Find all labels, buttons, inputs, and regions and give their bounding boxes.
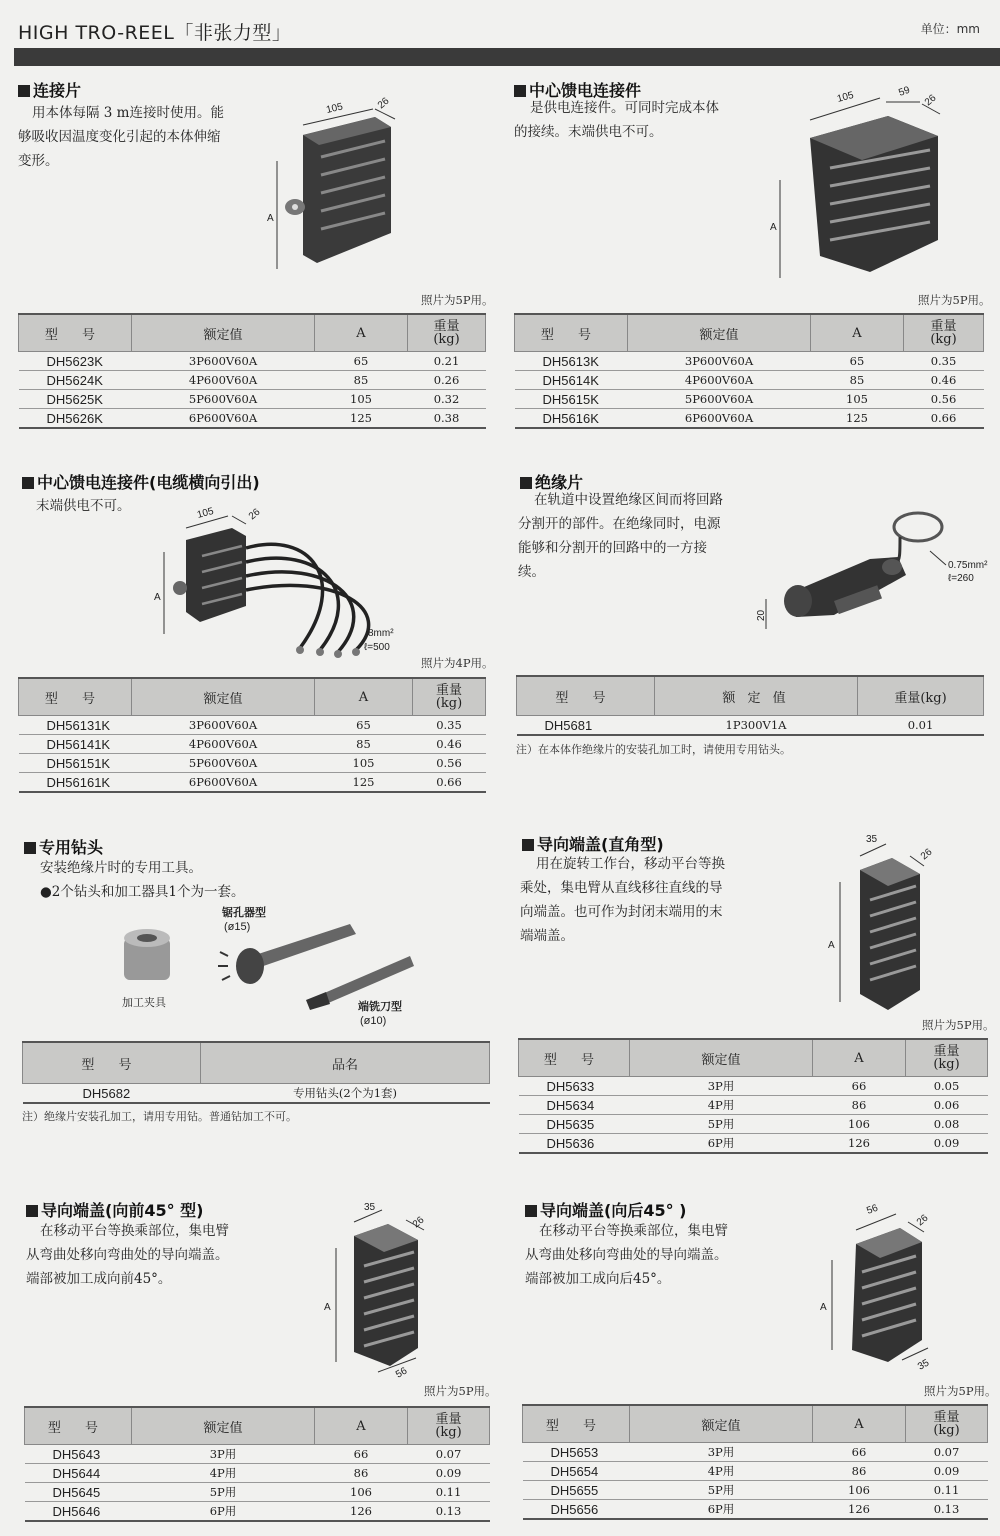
cell: 0.09 [408,1464,490,1483]
photo-caption: 照片为5P用。 [924,1384,997,1398]
dim-label: 26 [246,506,263,523]
cell: 105 [315,754,413,773]
dim-label: 56 [394,1365,410,1381]
table-row [19,371,486,390]
spec-table-guide-cap-right [518,1038,988,1154]
desc-line: 分割开的部件。在绝缘同时，电源 [518,516,721,532]
cell: 85 [811,371,904,390]
cell: 3P600V60A [132,716,315,735]
cell: 0.13 [906,1500,988,1520]
cell: DH56141K [19,735,132,754]
dim-label: 26 [918,846,935,863]
col-header: 额定值 [630,1039,813,1077]
cell: 0.07 [408,1445,490,1464]
cell: DH56151K [19,754,132,773]
dim-label: 26 [922,92,939,109]
desc-line: 从弯曲处移向弯曲处的导向端盖。 [525,1247,728,1263]
col-header: 型 号 [515,314,628,352]
insulator-illustration [750,505,990,640]
cell: DH5646 [25,1502,132,1522]
table-row [523,1443,988,1462]
section-title-text: 专用钻头 [39,838,104,857]
cell: 0.06 [906,1096,988,1115]
section-desc-guide-cap-forward [26,1219,266,1291]
cell: 3P用 [630,1077,813,1096]
cell: 0.46 [413,735,486,754]
drill-set-illustration [110,900,430,1040]
bullet-square-icon [22,477,34,489]
spec-table-center-feed [514,313,984,429]
dim-label: 8mm² [368,628,394,639]
dim-label: 59 [897,84,912,99]
cell: 65 [811,352,904,371]
table-header-row [517,676,984,716]
note-text: 注）在本体作绝缘片的安装孔加工时，请使用专用钻头。 [516,743,791,756]
table-row [519,1134,988,1154]
dim-label: 105 [325,101,344,116]
col-header: 型 号 [523,1405,630,1443]
desc-line: 在轨道中设置绝缘区间而将回路 [534,492,723,508]
cell: 106 [315,1483,408,1502]
table-row [515,371,984,390]
dim-label: A [324,1302,331,1313]
table-header-row [23,1042,490,1084]
cell: DH5623K [19,352,132,371]
cell: DH5634 [519,1096,630,1115]
col-header: 额定值 [132,314,315,352]
table-row [19,390,486,409]
cell: 0.35 [413,716,486,735]
table-header-row [523,1405,988,1443]
col-header: 重量 (kg) [413,678,486,716]
cell: 0.11 [408,1483,490,1502]
cell: 0.66 [904,409,984,429]
table-row [519,1115,988,1134]
col-header: 额 定 值 [655,676,858,716]
cell: 3P用 [132,1445,315,1464]
desc-line: 安装绝缘片时的专用工具。 [40,860,202,876]
dim-label: 20 [756,609,767,621]
col-header: 型 号 [25,1407,132,1445]
cell: DH5626K [19,409,132,429]
cell: 0.35 [904,352,984,371]
desc-line: 从弯曲处移向弯曲处的导向端盖。 [26,1247,229,1263]
desc-line: 向端盖。也可作为封闭末端用的末 [520,904,723,920]
dim-label: 35 [364,1202,376,1213]
col-header: A [813,1039,906,1077]
section-desc-guide-cap-backward [525,1219,765,1291]
cell: 125 [315,773,413,793]
col-header: 型 号 [519,1039,630,1077]
header-bar [14,48,1000,66]
table-row [19,352,486,371]
cell: 5P600V60A [132,754,315,773]
table-row [515,390,984,409]
cell: 6P用 [630,1500,813,1520]
col-header: A [813,1405,906,1443]
col-header: 重量 (kg) [408,314,486,352]
cell: DH5636 [519,1134,630,1154]
desc-line: 够吸收因温度变化引起的本体伸缩 [18,129,221,145]
cell: 0.66 [413,773,486,793]
cell: DH5681 [517,716,655,736]
guide-cap-right-illustration [820,830,940,1020]
dim-label: 56 [865,1202,880,1217]
cell: 66 [813,1077,906,1096]
spec-table-drill [22,1041,490,1104]
table-header-row [19,678,486,716]
col-header: 型 号 [19,678,132,716]
dim-label: A [154,592,161,603]
cell: DH5613K [515,352,628,371]
col-header: 重量 (kg) [904,314,984,352]
desc-line: 端部被加工成向后45°。 [525,1271,671,1287]
spec-table-connector [18,313,486,429]
photo-caption: 照片为4P用。 [421,656,494,670]
cell: 0.46 [904,371,984,390]
cell: DH5625K [19,390,132,409]
col-header: 额定值 [132,678,315,716]
bullet-square-icon [525,1205,537,1217]
table-row [19,754,486,773]
col-header: A [315,1407,408,1445]
table-row [519,1096,988,1115]
cell: DH5643 [25,1445,132,1464]
table-row [523,1481,988,1500]
table-header-row [515,314,984,352]
spec-table-guide-cap-forward [24,1406,490,1522]
cell: 6P用 [132,1502,315,1522]
section-title-drill [24,835,103,858]
cell: DH56161K [19,773,132,793]
spec-table-guide-cap-backward [522,1404,988,1520]
cell: 0.07 [906,1443,988,1462]
dim-label: A [267,213,274,224]
cell: 85 [315,735,413,754]
bullet-square-icon [24,842,36,854]
cell: 3P用 [630,1443,813,1462]
photo-caption: 照片为5P用。 [918,293,991,307]
cell: DH5682 [23,1084,201,1104]
section-desc-insulator [518,488,758,584]
table-row [23,1084,490,1104]
table-row [523,1462,988,1481]
cell: DH5645 [25,1483,132,1502]
dim-label: 26 [375,95,392,112]
cell: 86 [315,1464,408,1483]
dim-label: A [770,222,777,233]
desc-line: 乘处，集电臂从直线移往直线的导 [520,880,723,896]
unit-label: 单位：mm [920,22,980,36]
cell: DH5616K [515,409,628,429]
cell: 5P600V60A [132,390,315,409]
desc-line: 的接续。末端供电不可。 [514,124,663,140]
cell: DH5614K [515,371,628,390]
cell: 126 [813,1500,906,1520]
connector-plate-illustration [255,95,425,285]
table-row [25,1502,490,1522]
desc-line: 能够和分割开的回路中的一方接 [518,540,707,556]
dim-label: 105 [195,505,215,521]
col-header: 型 号 [517,676,655,716]
dim-label: ℓ=500 [364,642,390,653]
jig-label: 加工夹具 [122,997,166,1009]
bullet-square-icon [522,839,534,851]
section-title-text: 连接片 [33,81,82,100]
cell: 4P用 [132,1464,315,1483]
section-desc-connector [18,101,258,173]
cell: 6P用 [630,1134,813,1154]
table-header-row [25,1407,490,1445]
cell: 4P600V60A [132,735,315,754]
col-header: 重量 (kg) [906,1405,988,1443]
photo-caption: 照片为5P用。 [421,293,494,307]
cell: 0.13 [408,1502,490,1522]
cell: 126 [315,1502,408,1522]
cell: 86 [813,1096,906,1115]
cell: 0.11 [906,1481,988,1500]
desc-line: 用在旋转工作台，移动平台等换 [536,856,725,872]
page-title: HIGH TRO-REEL「非张力型」 [18,22,292,44]
table-row [515,409,984,429]
desc-line: 变形。 [18,153,59,169]
cell: 4P600V60A [132,371,315,390]
guide-cap-backward-illustration [816,1200,956,1380]
desc-line: 是供电连接件。可同时完成本体 [530,100,719,116]
cell: 105 [811,390,904,409]
dim-label: 35 [866,834,878,845]
cell: 1P300V1A [655,716,858,736]
dim-label: 26 [914,1212,931,1229]
cell: 5P用 [132,1483,315,1502]
desc-line: 续。 [518,564,545,580]
cell: DH5644 [25,1464,132,1483]
cell: 105 [315,390,408,409]
cell: DH5654 [523,1462,630,1481]
cell: 5P用 [630,1481,813,1500]
cell: DH5656 [523,1500,630,1520]
section-title-text: 绝缘片 [535,473,584,492]
col-header: 品名 [201,1042,490,1084]
bullet-square-icon [26,1205,38,1217]
center-feed-connector-illustration [770,80,960,280]
col-header: A [315,314,408,352]
hole-saw-label: 锯孔器型 [222,907,266,919]
jig-icon [124,929,170,980]
table-row [25,1445,490,1464]
cell: 0.38 [408,409,486,429]
cell: 0.32 [408,390,486,409]
section-title-text: 中心馈电连接件(电缆横向引出) [37,473,260,492]
dim-label: ℓ=260 [948,573,974,584]
cell: 3P600V60A [132,352,315,371]
cell: 106 [813,1481,906,1500]
cell: 专用钻头(2个为1套) [201,1084,490,1104]
section-title-cable-feed [22,470,260,493]
table-row [523,1500,988,1520]
bullet-square-icon [18,85,30,97]
dim-label: 0.75mm² [948,560,988,571]
section-desc-center-feed [514,96,764,144]
photo-caption: 照片为5P用。 [424,1384,497,1398]
table-row [19,773,486,793]
hole-saw-diameter: (ø15) [224,921,251,933]
table-row [19,409,486,429]
section-title-text: 导向端盖(向后45° ) [540,1201,687,1220]
col-header: 重量 (kg) [408,1407,490,1445]
cell: 65 [315,352,408,371]
cell: 125 [811,409,904,429]
cell: DH5624K [19,371,132,390]
cell: 4P用 [630,1096,813,1115]
dim-label: A [820,1302,827,1313]
table-row [25,1464,490,1483]
cell: 126 [813,1134,906,1154]
cell: DH5615K [515,390,628,409]
cell: 6P600V60A [132,409,315,429]
cell: 5P用 [630,1115,813,1134]
cell: 0.26 [408,371,486,390]
hole-saw-icon [218,924,356,984]
desc-line: 在移动平台等换乘部位，集电臂 [40,1223,229,1239]
col-header: 型 号 [19,314,132,352]
cell: DH5653 [523,1443,630,1462]
photo-caption: 照片为5P用。 [922,1018,995,1032]
dim-label: 35 [916,1357,932,1373]
table-row [19,735,486,754]
cell: 0.01 [858,716,984,736]
cell: 0.08 [906,1115,988,1134]
dim-label: 26 [410,1214,427,1231]
cell: 0.09 [906,1134,988,1154]
cell: 0.21 [408,352,486,371]
table-header-row [519,1039,988,1077]
cell: 0.09 [906,1462,988,1481]
cell: 125 [315,409,408,429]
desc-line: ●2个钻头和加工器具1个为一套。 [40,884,245,900]
cell: 6P600V60A [628,409,811,429]
dim-label: A [828,940,835,951]
cell: 6P600V60A [132,773,315,793]
section-title-text: 导向端盖(向前45° 型) [41,1201,204,1220]
col-header: A [811,314,904,352]
col-header: 重量 (kg) [906,1039,988,1077]
spec-table-insulator [516,675,984,736]
cell: DH5633 [519,1077,630,1096]
table-header-row [19,314,486,352]
cell: 106 [813,1115,906,1134]
table-row [519,1077,988,1096]
dim-label: 105 [835,89,855,105]
desc-line: 端部被加工成向前45°。 [26,1271,172,1287]
note-text: 注）绝缘片安装孔加工，请用专用钻。普通钻加工不可。 [22,1110,297,1123]
cell: 85 [315,371,408,390]
col-header: 型 号 [23,1042,201,1084]
end-mill-diameter: (ø10) [360,1015,387,1027]
cell: 4P600V60A [628,371,811,390]
cell: DH56131K [19,716,132,735]
section-title-guide-cap-forward [26,1198,203,1221]
section-desc-guide-cap-right [520,852,760,948]
section-title-guide-cap-backward [525,1198,686,1221]
col-header: A [315,678,413,716]
section-desc-drill [40,856,244,904]
col-header: 额定值 [628,314,811,352]
cell: 66 [813,1443,906,1462]
cell: 0.05 [906,1077,988,1096]
desc-line: 用本体每隔 3 m连接时使用。能 [32,105,224,121]
cable-feed-connector-illustration [150,500,420,665]
cell: 3P600V60A [628,352,811,371]
cell: DH5635 [519,1115,630,1134]
col-header: 额定值 [132,1407,315,1445]
cell: 0.56 [904,390,984,409]
end-mill-label: 端铣刀型 [358,1001,402,1013]
table-row [517,716,984,736]
spec-table-cable-feed [18,677,486,793]
cell: 66 [315,1445,408,1464]
col-header: 重量(kg) [858,676,984,716]
desc-line: 在移动平台等换乘部位，集电臂 [539,1223,728,1239]
cell: 86 [813,1462,906,1481]
col-header: 额定值 [630,1405,813,1443]
table-row [25,1483,490,1502]
table-row [19,716,486,735]
cell: 4P用 [630,1462,813,1481]
cell: DH5655 [523,1481,630,1500]
section-title-text: 导向端盖(直角型) [537,835,664,854]
section-desc-cable-feed: 末端供电不可。 [36,498,131,514]
cell: 65 [315,716,413,735]
table-row [515,352,984,371]
desc-line: 端端盖。 [520,928,574,944]
section-title-connector [18,78,81,101]
cell: 5P600V60A [628,390,811,409]
guide-cap-forward-illustration [318,1196,448,1386]
section-title-text: 中心馈电连接件 [529,81,642,100]
cell: 0.56 [413,754,486,773]
